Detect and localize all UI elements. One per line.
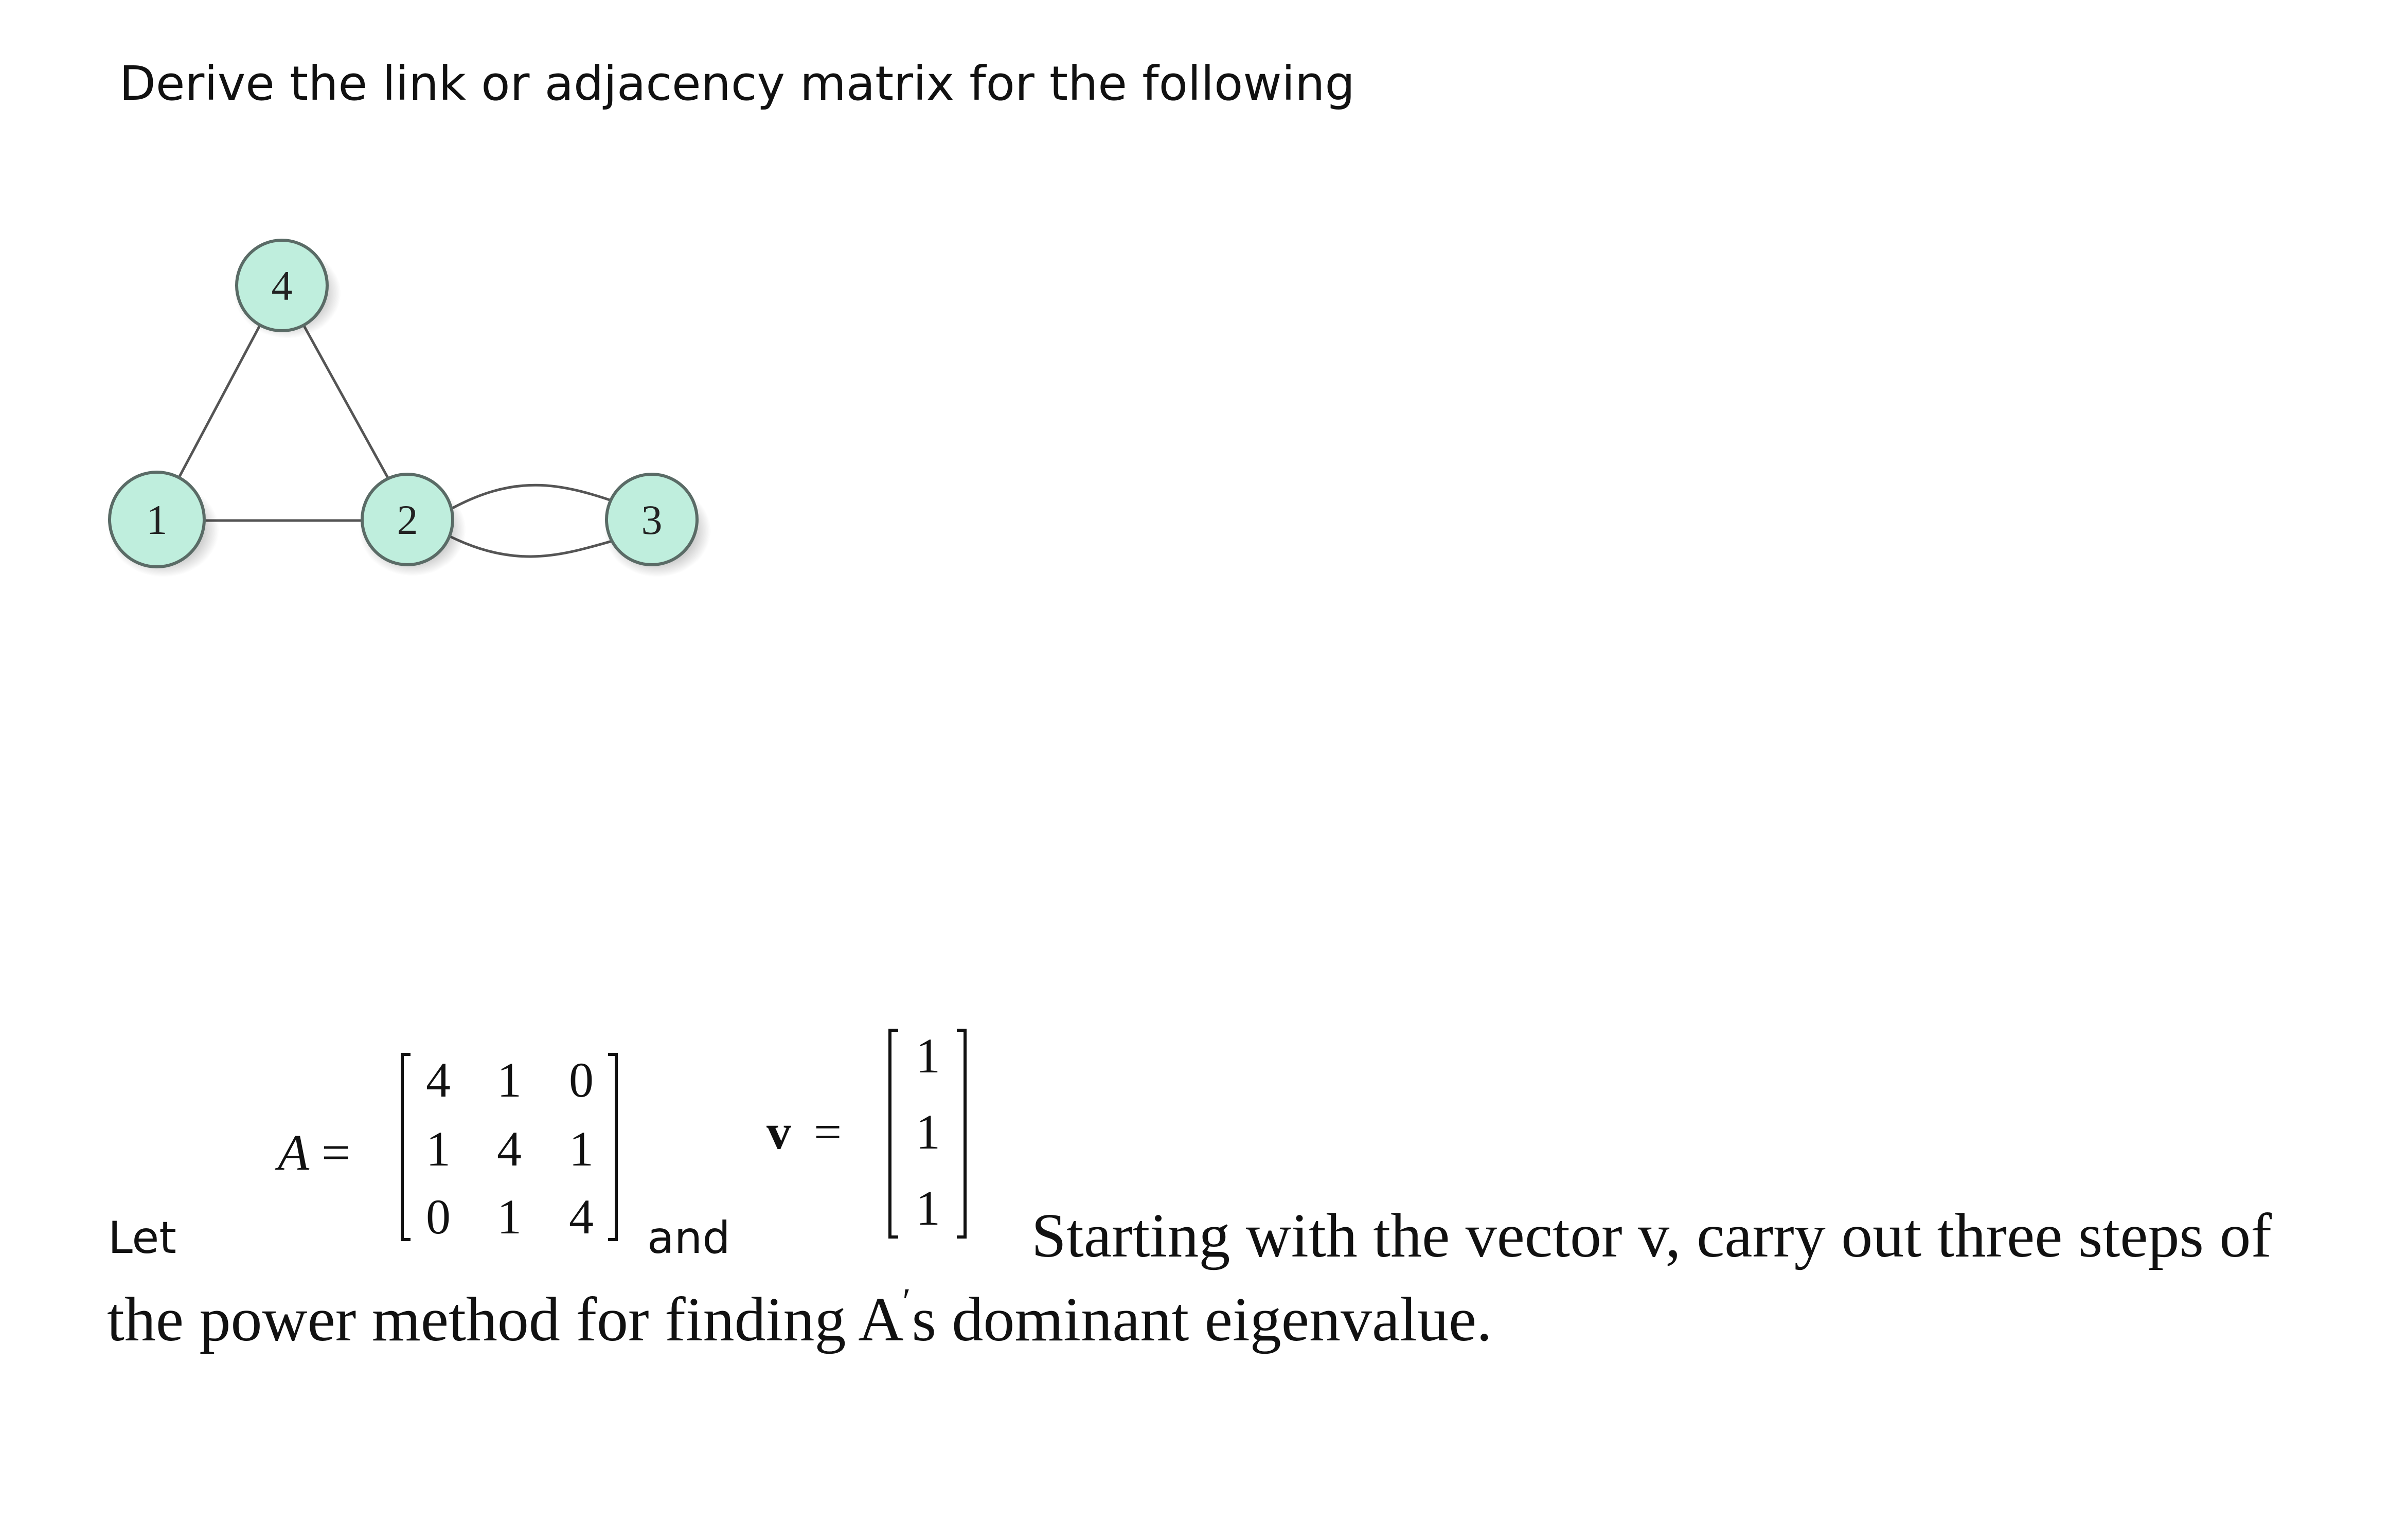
vector-v-name: v bbox=[766, 1104, 791, 1159]
apostrophe: ′ bbox=[902, 1280, 911, 1322]
vector-v-cell: 1 bbox=[916, 1028, 940, 1083]
vector-v-cell: 1 bbox=[916, 1104, 940, 1159]
node-4-label: 4 bbox=[271, 262, 293, 309]
matrix-a-cell: 1 bbox=[426, 1121, 451, 1176]
matrix-a-cell: 4 bbox=[426, 1052, 451, 1107]
vector-v bbox=[756, 1021, 993, 1247]
node-2-label: 2 bbox=[397, 496, 418, 543]
node-1 bbox=[110, 472, 204, 567]
matrix-a-cell: 4 bbox=[569, 1189, 594, 1244]
and-label: and bbox=[647, 1212, 730, 1264]
matrix-a-equals: = bbox=[322, 1124, 351, 1181]
let-label: Let bbox=[108, 1212, 177, 1264]
node-3 bbox=[607, 474, 697, 565]
question-2-line-2 bbox=[107, 1280, 1492, 1354]
matrix-a-cell: 1 bbox=[497, 1052, 522, 1107]
question-2-line-2-end: s dominant eigenvalue. bbox=[912, 1285, 1492, 1354]
matrix-a-cell: 1 bbox=[569, 1121, 594, 1176]
node-4 bbox=[237, 240, 327, 331]
node-1-label: 1 bbox=[146, 496, 168, 543]
matrix-a-cell: 0 bbox=[426, 1189, 451, 1244]
question-2-line-1: Starting with the vector v, carry out three steps of bbox=[1031, 1201, 2272, 1270]
vector-v-cell: 1 bbox=[916, 1180, 940, 1235]
vector-v-equals: = bbox=[814, 1104, 842, 1159]
matrix-a-cell: 0 bbox=[569, 1052, 594, 1107]
matrix-a-name: A bbox=[278, 1124, 310, 1181]
node-2 bbox=[362, 474, 453, 565]
question-1-text: Derive the link or adjacency matrix for the following bbox=[119, 56, 1355, 111]
node-3-label: 3 bbox=[641, 496, 663, 543]
matrix-a bbox=[273, 1044, 643, 1250]
matrix-a-cell: 4 bbox=[497, 1121, 522, 1176]
question-2-line-2-start: the power method for finding A bbox=[107, 1285, 904, 1354]
matrix-a-cell: 1 bbox=[497, 1189, 522, 1244]
graph-diagram bbox=[98, 221, 766, 612]
